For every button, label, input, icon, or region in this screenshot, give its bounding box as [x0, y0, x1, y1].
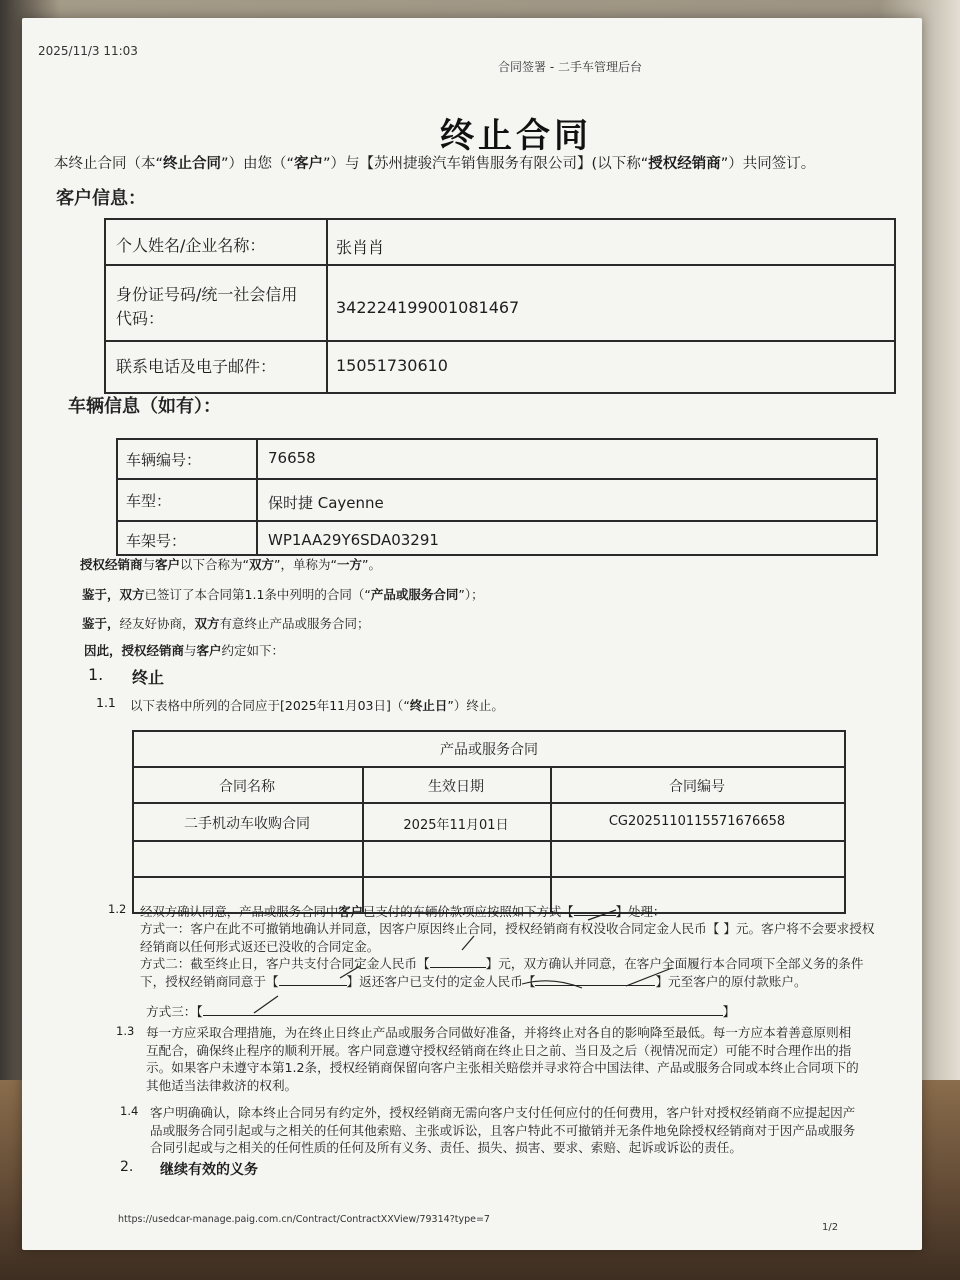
recital-therefore: 因此，授权经销商与客户约定如下：: [84, 643, 285, 658]
intro-text-1: 本终止合同（本“: [54, 156, 164, 172]
customer-name-label: 个人姓名/企业名称：: [116, 236, 266, 255]
customer-info-heading: 客户信息：: [56, 188, 146, 209]
clause-1-1-text: 以下表格中所列的合同应于[2025年11月03日]（“终止日”）终止。: [130, 698, 504, 713]
customer-id-label-line1: 身份证号码/统一社会信用: [116, 285, 298, 304]
footer-url: https://usedcar-manage.paig.com.cn/Contract/ContractXXView/79314?type=7: [118, 1214, 490, 1225]
print-datetime: 2025/11/3 11:03: [38, 44, 138, 58]
customer-contact-label: 联系电话及电子邮件：: [116, 357, 277, 376]
clause-1-2-number: 1.2: [108, 902, 127, 916]
intro-text-3: ”）与【苏州捷骏汽车销售服务有限公司】(以下称“: [323, 156, 649, 172]
clause-1-4-text: 客户明确确认，除本终止合同另有约定外，授权经销商无需向客户支付任何应付的任何费用，客户针对授权经销商不应提起因产品或服务合同引起或与之相关的任何其他索赔、主张或诉讼，且客户特此不可撤销并无条件地免除授权经销商对于因产品或服务合同引起或与之相关的任何性质的任何及所有义务、责任、损失、损害、要求、索赔、起诉或诉讼的责任。: [150, 1105, 856, 1155]
clause-1-2-method-1: 方式一：客户在此不可撤销地确认并同意，因客户原因终止合同，授权经销商有权没收合同定金人民币【 】元。客户将不会要求授权经销商以任何形式返还已没收的合同定金。: [140, 921, 875, 954]
clause-1-3-text: 每一方应采取合理措施，为在终止日终止产品或服务合同做好准备，并将终止对各自的影响降至最低。每一方应本着善意原则相互配合，确保终止程序的顺利开展。客户同意遵守授权经销商在终止日之前、当日及之后（视情况而定）可能不时合理作出的指示。如果客户未遵守本第1.2条，授权经销商保留向客户主张相关赔偿并寻求符合中国法律、产品或服务合同或本终止合同项下的其他适当法律救济的权利。: [146, 1025, 859, 1093]
intro-text-4: ”）共同签订。: [720, 156, 816, 172]
clause-1-2-method-3: 方式三：【 】: [146, 1004, 736, 1019]
vehicle-vin-label: 车架号：: [126, 532, 187, 550]
intro-bold-2: 客户: [294, 156, 324, 172]
customer-name-value: 张肖肖: [336, 238, 385, 257]
footer-page-number: 1/2: [822, 1222, 839, 1233]
clause-1-2-lead: 经双方确认同意，产品或服务合同中客户已支付的车辆价款项应按照如下方式【 】处理：: [140, 904, 666, 919]
clause-1-3-number: 1.3: [116, 1024, 135, 1038]
column-header-contract-number: 合同编号: [669, 779, 725, 795]
column-header-contract-name: 合同名称: [219, 779, 275, 795]
customer-id-value: 342224199001081467: [336, 298, 520, 317]
table-row-contract-name: 二手机动车收购合同: [184, 816, 310, 832]
section-1-number: 1.: [88, 665, 104, 684]
vehicle-vin-value: WP1AA29Y6SDA03291: [268, 531, 439, 549]
customer-id-label-line2: 代码：: [116, 309, 165, 328]
clause-1-2-method-2: 方式二：截至终止日，客户共支付合同定金人民币【 】元，双方确认并同意，在客户全面履行本合同项下全部义务的条件下，授权经销商同意于【 】返还客户已支付的定金人民币【 】元至客户的原付款账户。: [140, 956, 864, 989]
vehicle-number-label: 车辆编号：: [126, 451, 202, 469]
intro-bold-1: 终止合同: [163, 156, 222, 172]
section-2-title: 继续有效的义务: [160, 1162, 258, 1178]
table-row-effective-date: 2025年11月01日: [403, 818, 509, 833]
contracts-table-caption: 产品或服务合同: [440, 742, 538, 758]
column-header-effective-date: 生效日期: [428, 779, 484, 795]
clause-1-4-number: 1.4: [120, 1104, 139, 1118]
recital-parties: 授权经销商与客户以下合称为“双方”，单称为“一方”。: [80, 557, 381, 572]
vehicle-number-value: 76658: [268, 449, 316, 467]
section-2-number: 2.: [120, 1159, 134, 1175]
printed-contract-page: [22, 18, 922, 1250]
customer-contact-value: 15051730610: [336, 356, 448, 375]
vehicle-model-label: 车型：: [126, 492, 172, 510]
recital-whereas-2: 鉴于，经友好协商，双方有意终止产品或服务合同；: [82, 616, 370, 631]
intro-text-2: ”）由您（“: [221, 156, 295, 172]
clause-1-1-number: 1.1: [96, 695, 116, 710]
section-1-title: 终止: [132, 668, 165, 687]
site-title: 合同签署 - 二手车管理后台: [498, 60, 642, 74]
vehicle-info-heading: 车辆信息（如有）：: [68, 396, 221, 417]
vehicle-model-value: 保时捷 Cayenne: [268, 494, 384, 512]
document-title: 终止合同: [440, 116, 592, 156]
table-row-contract-number: CG2025110115571676658: [608, 814, 786, 829]
recital-whereas-1: 鉴于，双方已签订了本合同第1.1条中列明的合同（“产品或服务合同”）；: [82, 587, 484, 602]
intro-bold-3: 授权经销商: [648, 156, 721, 172]
